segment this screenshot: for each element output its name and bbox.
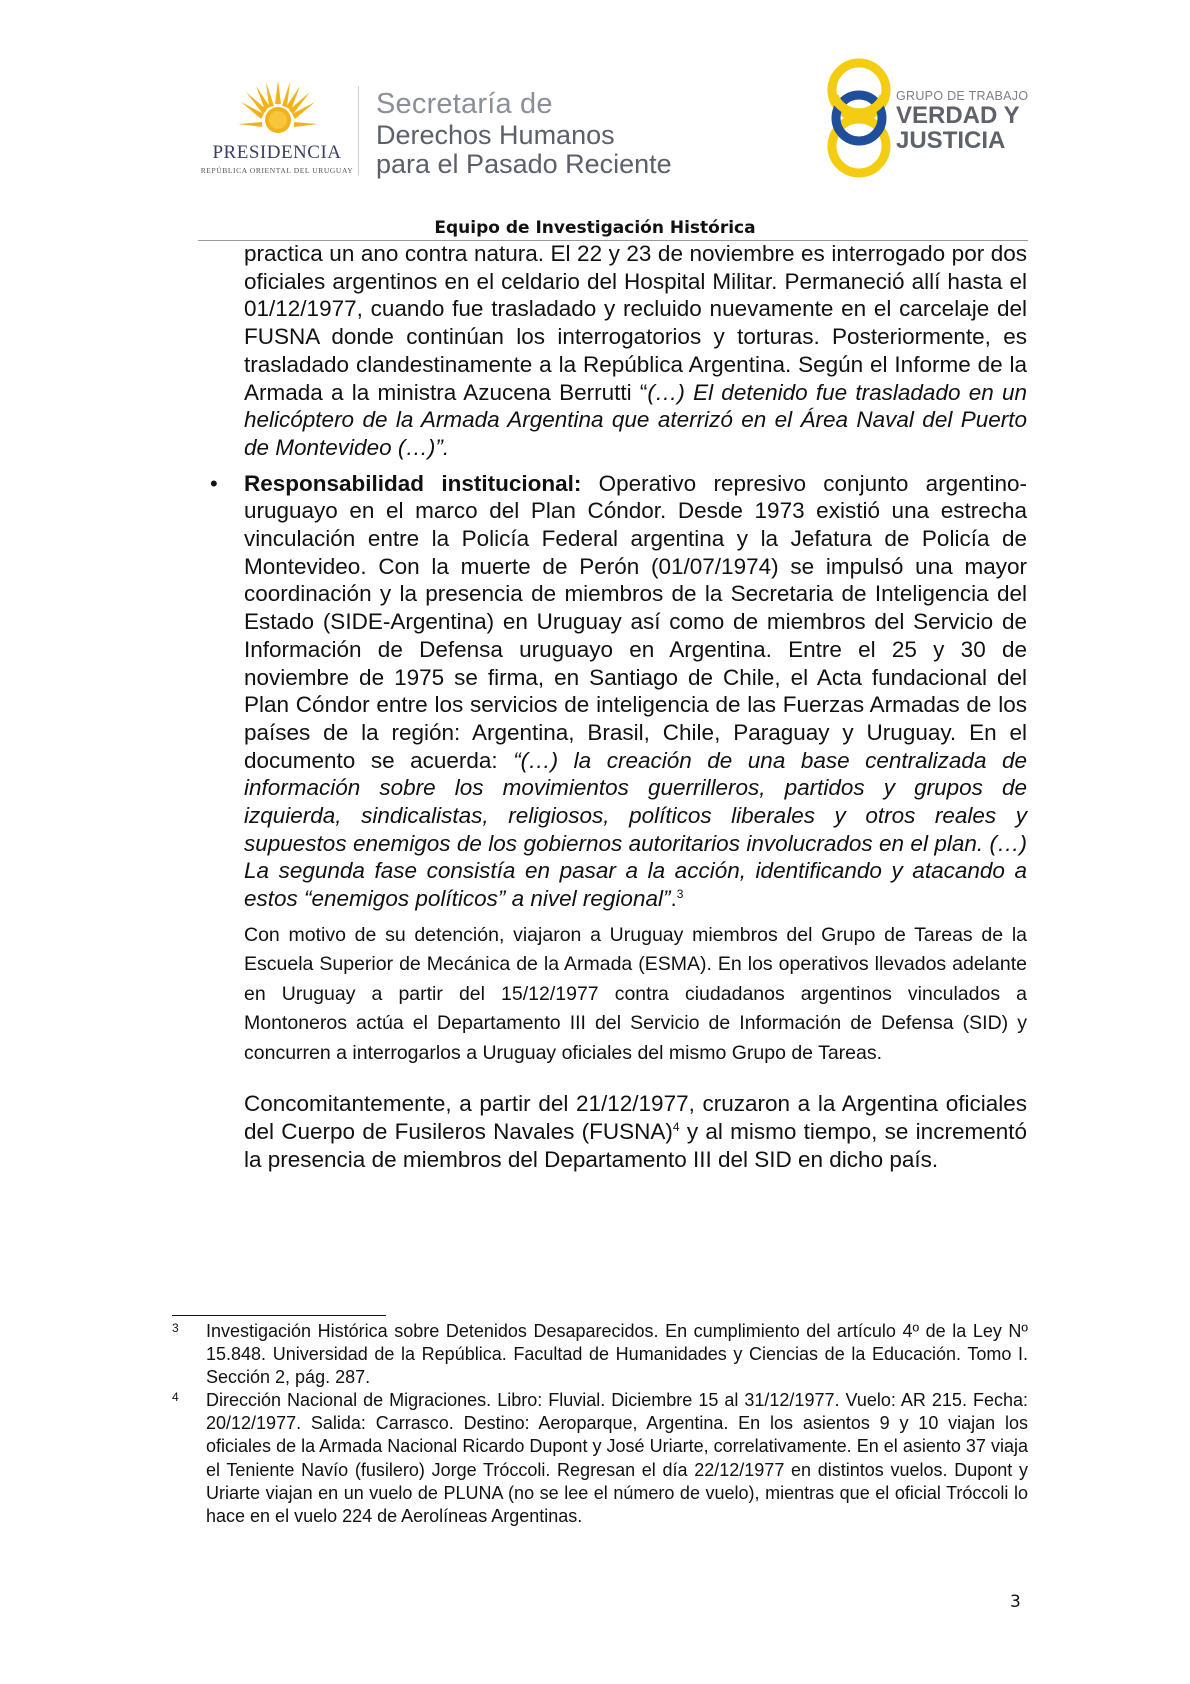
- paragraph-3: Con motivo de su detención, viajaron a Uruguay miembros del Grupo de Tareas de la Escuela Superior de Mecánica de la Armada (ESMA). En los operativos llevados adelante en Uruguay a partir del 15/12/1977 contra ciudadanos argentinos vinculados a Montoneros actúa el Departamento III del Servicio de Información de Defensa (SID) y concurren a interrogarlos a Uruguay oficiales del mismo Grupo de Tareas.: [244, 923, 1027, 1064]
- secretaria-line-2: Derechos Humanos: [376, 120, 615, 150]
- paragraph-4: [244, 1090, 1027, 1173]
- paragraph-1-quote: (…) El detenido fue trasladado en un helicóptero de la Armada Argentina que aterrizó en el Área Naval del Puerto de Montevideo (…)”.: [244, 379, 1028, 460]
- gvj-line-2: VERDAD Y: [896, 102, 1020, 129]
- paragraph-2-end: .: [670, 886, 677, 912]
- paragraph-2-text: Operativo represivo conjunto argentino-uruguayo en el marco del Plan Cóndor. Desde 1973 existió una estrecha vinculación entre la Policía Federal argentina y la Jefatura de Policía de Montevideo. Con la muerte de Perón (01/07/1974) se impulsó una mayor coordinación y la presencia de miembros de la Secretaria de Inteligencia del Estado (SIDE-Argentina) en Uruguay así como de miembros del Servicio de Información de Defensa uruguayo en Argentina. Entre el 25 y 30 de noviembre de 1975 se firma, en Santiago de Chile, el Acta fundacional del Plan Cóndor entre los servicios de inteligencia de las Fuerzas Armadas de los países de la región: Argentina, Brasil, Chile, Paraguay y Uruguay. En el documento se acuerda:: [244, 470, 1027, 773]
- team-heading: Equipo de Investigación Histórica: [434, 218, 756, 238]
- presidencia-wordmark: PRESIDENCIA: [212, 142, 342, 163]
- footnote-4-text: Dirección Nacional de Migraciones. Libro: Fluvial. Diciembre 15 al 31/12/1977. Vuelo: AR 215. Fecha: 20/12/1977. Salida: Carrasco. Destino: Aeroparque, Argentina. En los asientos 9 y 10 viajan los oficiales de la Armada Nacional Ricardo Dupont y José Uriarte, correlativamente. En el asiento 37 viaja el Teniente Navío (fusilero) Jorge Tróccoli. Regresan el día 22/12/1977 en distintos vuelos. Dupont y Uriarte viajan en un vuelo de PLUNA (no se lee el número de vuelo), mientras que el oficial Tróccoli lo hace en el vuelo 224 de Aerolíneas Argentinas.: [206, 1390, 1028, 1527]
- footnote-4-number: 4: [172, 1390, 179, 1404]
- footnote-3: [172, 1320, 1028, 1390]
- paragraph-2: [244, 470, 1027, 913]
- footnote-3-text: Investigación Histórica sobre Detenidos Desaparecidos. En cumplimiento del artículo 4º de la Ley Nº 15.848. Universidad de la República. Facultad de Humanidades y Ciencias de la Educación. Tomo I. Sección 2, pág. 287.: [206, 1321, 1028, 1388]
- paragraph-4-text-cont: y al mismo tiempo, se incrementó la presencia de miembros del Departamento III del SID en dicho país.: [244, 1119, 1027, 1172]
- document-body: [210, 240, 1028, 1173]
- paragraph-1-text: practica un ano contra natura. El 22 y 23 de noviembre es interrogado por dos oficiales argentinos en el celdario del Hospital Militar. Permaneció allí hasta el 01/12/1977, cuando fue trasladado y recluido nuevamente en el carcelaje del FUSNA donde continúan los interrogatorios y torturas. Posteriormente, es trasladado clandestinamente a la República Argentina. Según el Informe de la Armada a la ministra Azucena Berrutti “: [244, 241, 1027, 405]
- bullet-icon: •: [210, 470, 218, 496]
- paragraph-4-text: Concomitantemente, a partir del 21/12/1977, cruzaron a la Argentina oficiales del Cuerpo de Fusileros Navales (FUSNA): [244, 1091, 1027, 1145]
- footnote-3-number: 3: [172, 1321, 179, 1335]
- footnote-ref-4[interactable]: 4: [672, 1120, 680, 1135]
- gvj-line-3: JUSTICIA: [896, 127, 1006, 154]
- verdad-justicia-logo: [822, 56, 1032, 180]
- secretaria-line-1: Secretaría de: [376, 88, 553, 120]
- footnote-ref-3[interactable]: 3: [676, 887, 684, 902]
- footnote-rule: [172, 1315, 386, 1316]
- paragraph-2-label: Responsabilidad institucional:: [244, 470, 582, 496]
- bullet-item: [210, 470, 1027, 913]
- presidencia-logo: [196, 80, 358, 178]
- presidencia-subtitle: REPÚBLICA ORIENTAL DEL URUGUAY: [200, 166, 354, 175]
- interlocked-rings-icon: [822, 56, 898, 180]
- paragraph-1: [244, 240, 1027, 462]
- footnote-4: [172, 1389, 1028, 1528]
- gvj-line-1: GRUPO DE TRABAJO: [896, 89, 1029, 103]
- header-divider: [358, 86, 359, 176]
- secretaria-line-3: para el Pasado Reciente: [376, 149, 672, 179]
- secretaria-logo-text: [376, 88, 672, 179]
- paragraph-2-quote: “(…) la creación de una base centralizada de información sobre los movimientos guerrilleros, partidos y grupos de izquierda, sindicalistas, religiosos, políticos liberales y otros reales y supuestos enemigos de los gobiernos autoritarios involucrados en el plan. (…) La segunda fase consistía en pasar a la acción, identificando y atacando a estos “enemigos políticos” a nivel regional”: [244, 747, 1027, 912]
- sun-emblem-icon: [238, 80, 318, 142]
- page-number: 3: [1010, 1592, 1021, 1612]
